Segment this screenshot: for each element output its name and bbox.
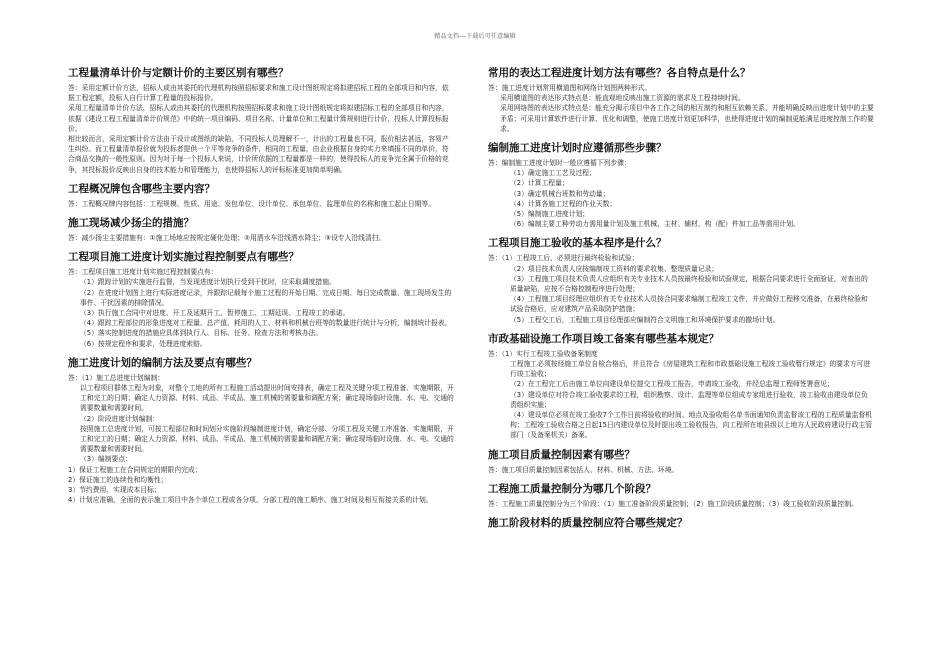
section-heading: 编制施工进度计划时应遵循那些步骤？ [488, 142, 667, 155]
answer-item: （3）编制要点： [80, 455, 132, 464]
answer-item: （2）在进度计划图上进行实际进度记录，并跟踪记载每个施工过程的开始日期、完成日期、每日完成数量、施工现场发生的事件、干扰因素的排除情况。 [80, 288, 452, 307]
right-column [488, 66, 874, 533]
answer-item: 答：（1）实行工程竣工验收备案制度 [488, 349, 598, 358]
section-heading: 工程量清单计价与定额计价的主要区别有哪些？ [68, 67, 289, 79]
section-completion-filing [488, 332, 874, 441]
section-heading: 市政基础设施工作项目竣工备案有哪些基本规定？ [488, 332, 719, 345]
section-answer [68, 373, 454, 506]
section-schedule-methods [68, 356, 454, 506]
answer-paragraph: 答：工程施工质量控制分为三个阶段：（1）施工准备阶段质量控制；（2）施工阶段质量控制；（3）竣工验收阶段质量控制。 [488, 499, 858, 508]
answer-item: （4）跟踪工程部位的形象进度对工程量、总产值、耗用的人工、材料和机械台班等的数量进行统计与分析，编制统计报表。 [80, 319, 452, 328]
section-heading: 施工现场减少扬尘的措施？ [68, 217, 194, 230]
answer-item: （3）执行施工合同中对进度、开工及延期开工、暂停施工、工期延误、工程竣工的承诺。 [80, 309, 350, 318]
answer-item: （5）编制施工进度计划； [510, 210, 590, 219]
section-heading: 施工阶段材料的质量控制应符合哪些规定？ [488, 517, 688, 530]
answer-item: （4）建设单位必须在竣工验收7个工作日前将验收的时间、地点及验收组名单书面通知负责监督该工程的工程质量监督机构；工程竣工验收合格之日起15日内建设单位及时提出竣工验收报告，向工程所在地县级以上地方人民政府建设行政主管部门（及备案机关）备案。 [510, 411, 873, 440]
section-answer [68, 83, 454, 175]
answer-paragraph: 采用网络图的表达形式特点是：能充分揭示项目中各工作之间的相互制约和相互依赖关系，并能明确反映出进度计划中的主要矛盾；可采用计算软件进行计算、优化和调整，使施工进度计划更加科学，也使得进度计划的编制更能满足进度控制工作的要求。 [500, 104, 874, 133]
answer-item: （2）在工程完工后由施工单位向建设单位提交工程竣工报告，申请竣工验收，并经总监理工程师签署意见； [510, 380, 834, 389]
section-schedule-expression [488, 66, 874, 134]
answer-paragraph: 采用工程量清单计价方法，招标人或由其委托的代理机构按照招标要求和施工设计图纸规定将拟建招标工程的全部项目和内容，依据《建设工程工程量清单计价规范》中的统一项目编码、项目名称、计量单位和工程量计算规则进行计价，投标人计算投标报价。 [68, 104, 449, 133]
answer-item: （3）确定机械台班数和劳动量； [510, 189, 610, 198]
section-answer [488, 349, 874, 441]
answer-item: 4）计划应准确、全面的表示施工项目中各个单位工程或各分项、分部工程的施工顺序、施工时间及相互衔接关系的计划。 [68, 496, 433, 505]
answer-item: 3）节约费用、实现成本目标； [68, 486, 161, 495]
section-progress-control [68, 250, 454, 349]
section-quality-stages [488, 482, 874, 509]
section-answer [488, 253, 874, 324]
answer-item: （2）计算工程量； [510, 179, 569, 188]
section-dust-control [68, 216, 454, 243]
answer-item: 以工程项目群体工程为对象，对整个工地的所有工程施工活动提出时间安排表，确定工程及关键分项工程准备、实施期限，开工和完工的日期；确定人力资源、材料、成品、半成品、施工机械的需要量和调配方案；确定现场临时设施、水、电、交通的需要数量和需要时间。 [80, 384, 454, 413]
section-acceptance-procedure [488, 236, 874, 324]
section-heading: 工程施工质量控制分为哪几个阶段？ [488, 482, 656, 495]
answer-paragraph: 答：施工进度计划常用横道图和网络计划图两种形式。 [488, 84, 652, 92]
section-quantity-pricing [68, 66, 454, 175]
section-schedule-steps [488, 141, 874, 229]
section-heading: 工程项目施工验收的基本程序是什么？ [488, 237, 667, 250]
answer-item: （5）工程交工后，工程施工项目经理部应编制符合文明施工和环境保护要求的撤场计划。 [510, 315, 780, 324]
section-answer [488, 499, 874, 509]
answer-item: （2）阶段进度计划编制： [80, 414, 160, 423]
section-answer [488, 158, 874, 229]
answer-paragraph: 答：工程概况牌内容包括：工程规模、性质、用途、发包单位、设计单位、承包单位、监理单位的名称和施工起止日期等。 [68, 199, 436, 208]
answer-item: 按照施工总进度计划，可按工程部位和时间划分实施阶段编制进度计划，确定分部、分项工程及关键工序准备、实施期限，开工和完工的日期；确定人力资源、材料、成品、半成品、施工机械的需要量和调配方案；确定现场临时设施、水、电、交通的需要数量和需要时间。 [80, 424, 454, 454]
answer-item: （4）工程施工项目经理应组织有关专业技术人员按合同要求编制工程竣工文件，并应做好工程移交准备，在最终检验和试验合格后，应对建筑产品采取防护措施； [510, 295, 868, 314]
answer-item: （5）落实控制进度的措施应具体到执行人、目标、任务、检查方法和考核办法。 [80, 329, 323, 338]
section-heading: 常用的表达工程进度计划方法有哪些？各自特点是什么？ [488, 67, 751, 79]
answer-item: （3）建设单位对符合竣工验收要求的工程，组织勘察、设计、监理等单位组成专家组进行验收，竣工验收由建设单位负责组织实施； [510, 390, 868, 409]
answer-paragraph: 相比较而言，采用定额计价方法由于设计或图纸的缺陷，不同投标人员理解不一，计出的工程量也不同，报价相去甚远，容易产生纠纷。而工程量清单报价就为投标者提供一个平等竞争的条件，相同的工程量，由企业根据自身的实力来填报不同的单价，符合商品交换的一般性原则。因为对于每一个投标人来说，计价所依据的工程量都是一样的，使得投标人的竞争完全属于价格的竞争，其投标报价反映出自身的技术能力和管理能力，也使得招标人的评标标准更加简单明确。 [68, 135, 449, 174]
answer-item: 2）保证施工的连续性和均衡性； [68, 475, 168, 484]
section-answer [68, 199, 454, 209]
answer-item: 工程施工必须按经施工单位自检合格后，并且符合《房屋建筑工程和市政基础设施工程竣工验收暂行规定》的要求方可进行竣工验收； [510, 360, 871, 379]
section-answer [488, 465, 874, 475]
answer-paragraph: 答：（1）施工总进度计划编制： [68, 373, 165, 382]
section-heading: 工程项目施工进度计划实施过程控制要点有哪些？ [68, 251, 299, 264]
answer-item: （2）项目技术负责人应按编制竣工资料的要求收集、整理质量记录； [510, 264, 719, 273]
section-heading: 施工进度计划的编制方法及要点有哪些？ [68, 356, 257, 369]
answer-paragraph: 答：采用定额计价方法，招标人或由其委托的代理机构按照招标要求和施工设计图纸规定将拟建招标工程的全部项目和内容，依据工程定额，投标人自行计算工程量的投标报价。 [68, 84, 449, 103]
section-material-quality [488, 516, 874, 530]
answer-item: （3）工程施工项目技术负责人应组织有关专业技术人员按最终检验和试验规定，根据合同要求进行全面验证，对查出的质量缺陷，应按不合格控制程序进行处理； [510, 274, 868, 294]
section-quality-factors [488, 448, 874, 475]
page-header: 精品文档---下载后可任意编辑 [434, 33, 516, 40]
answer-item: （6）编制主要工种劳动力需用量计划及施工机械、主材、辅材、构（配）件加工品等需用计划。 [510, 220, 800, 229]
answer-paragraph: 答：减少扬尘主要措施有：①施工场地应按规定硬化处理；②用洒水车沿线洒水降尘；③设专人沿线清扫。 [68, 234, 386, 243]
section-answer [68, 267, 454, 349]
answer-paragraph: 采用横道图的表达形式特点是：能直观地反映出施工资源的需求及工程持续时间。 [500, 94, 745, 103]
answer-item: （1）跟踪计划的实施进行监督，当发现进度计划执行受到干扰时，应采取调度措施。 [80, 278, 336, 287]
answer-paragraph: 答：工程项目施工进度计划实施过程控制要点有： [68, 268, 218, 277]
answer-paragraph: 答：编制施工进度计划时一般应遵循下列步骤： [488, 159, 631, 168]
section-overview-board [68, 182, 454, 209]
answer-item: （4）计算各施工过程的作业天数； [510, 199, 617, 208]
section-heading: 工程概况牌包含哪些主要内容？ [68, 182, 215, 195]
answer-item: 1）保证工程施工在合同规定的期限内完成； [68, 465, 202, 474]
answer-item: 答：（1）工程竣工后，必须进行最终检验和试验； [488, 254, 639, 263]
section-answer [488, 83, 874, 134]
answer-item: （6）按规定程序和要求，处理进度索赔。 [80, 339, 207, 348]
left-column [68, 66, 454, 506]
section-answer [68, 233, 454, 243]
answer-item: （1）确定施工工艺及过程； [510, 169, 596, 178]
answer-paragraph: 答：施工项目质量控制因素包括人、材料、机械、方法、环境。 [488, 465, 679, 474]
section-heading: 施工项目质量控制因素有哪些？ [488, 448, 635, 461]
